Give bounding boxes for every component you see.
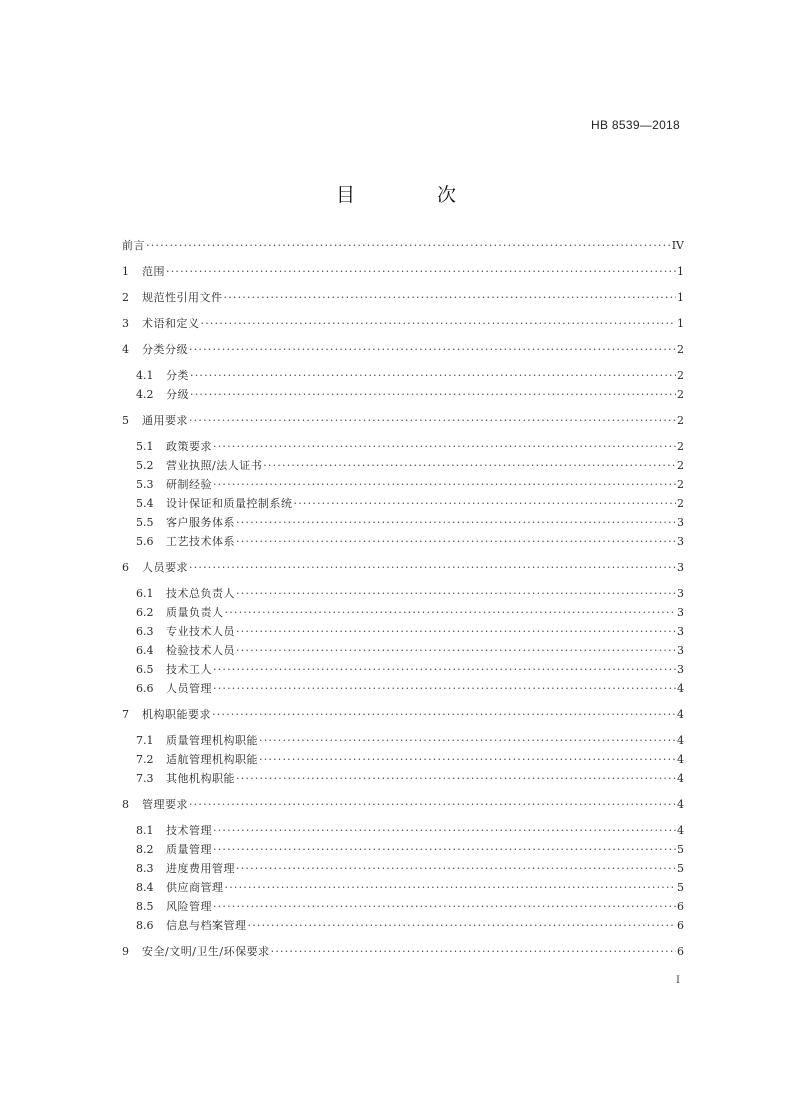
toc-entry-number: 5 xyxy=(122,414,129,427)
toc-entry[interactable] xyxy=(122,943,684,961)
toc-entry[interactable] xyxy=(136,642,684,660)
toc-entry-page: 2 xyxy=(677,440,684,453)
toc-dot-leader xyxy=(236,770,676,788)
toc-dot-leader xyxy=(213,841,676,859)
toc-entry-title: 营业执照/法人证书 xyxy=(166,459,263,472)
toc-dot-leader xyxy=(190,386,676,404)
toc-entry-title: 质量负责人 xyxy=(166,606,224,619)
toc-entry-title: 前言 xyxy=(122,239,145,252)
toc-entry-number: 5.1 xyxy=(136,440,154,453)
toc-entry-number: 8.5 xyxy=(136,900,154,913)
toc-entry-page: 2 xyxy=(677,414,684,427)
toc-entry-title: 研制经验 xyxy=(166,478,212,491)
toc-dot-leader xyxy=(189,559,676,577)
toc-entry-number: 6.2 xyxy=(136,606,154,619)
toc-entry-number: 8.1 xyxy=(136,824,154,837)
toc-dot-leader xyxy=(225,879,677,897)
toc-dot-leader xyxy=(236,623,676,641)
toc-entry[interactable] xyxy=(122,412,684,430)
toc-entry-title: 工艺技术体系 xyxy=(166,535,235,548)
toc-entry-title: 人员要求 xyxy=(142,561,188,574)
toc-entry[interactable] xyxy=(136,585,684,603)
toc-entry[interactable] xyxy=(122,796,684,814)
toc-entry-title: 信息与档案管理 xyxy=(166,919,247,932)
toc-dot-leader xyxy=(236,642,676,660)
toc-entry[interactable] xyxy=(136,732,684,750)
toc-entry-number: 6.3 xyxy=(136,625,154,638)
toc-entry-page: 6 xyxy=(677,919,684,932)
toc-entry-title: 技术总负责人 xyxy=(166,587,235,600)
toc-entry-page: 2 xyxy=(677,343,684,356)
toc-dot-leader xyxy=(189,341,676,359)
toc-dot-leader xyxy=(213,476,676,494)
toc-dot-leader xyxy=(166,263,676,281)
toc-entry-page: 5 xyxy=(677,843,684,856)
toc-entry[interactable] xyxy=(136,822,684,840)
toc-entry-number: 4.1 xyxy=(136,369,154,382)
toc-entry-title: 风险管理 xyxy=(166,900,212,913)
toc-entry-title: 设计保证和质量控制系统 xyxy=(166,497,293,510)
toc-dot-leader xyxy=(236,860,676,878)
toc-entry[interactable] xyxy=(122,315,684,333)
toc-dot-leader xyxy=(189,412,676,430)
toc-entry-number: 8 xyxy=(122,798,129,811)
toc-entry-number: 5.5 xyxy=(136,516,154,529)
toc-entry-title: 质量管理 xyxy=(166,843,212,856)
page-number: I xyxy=(676,975,680,986)
toc-entry-title: 通用要求 xyxy=(142,414,188,427)
toc-dot-leader xyxy=(263,457,676,475)
toc-entry-number: 6.5 xyxy=(136,663,154,676)
toc-entry[interactable] xyxy=(136,604,684,622)
toc-entry-page: 3 xyxy=(677,535,684,548)
toc-dot-leader xyxy=(189,796,676,814)
toc-entry[interactable] xyxy=(136,438,684,456)
toc-entry[interactable] xyxy=(136,751,684,769)
toc-entry-title: 适航管理机构职能 xyxy=(166,753,258,766)
toc-entry-title: 安全/文明/卫生/环保要求 xyxy=(142,945,270,958)
toc-entry[interactable] xyxy=(136,476,684,494)
toc-entry-page: 3 xyxy=(677,663,684,676)
toc-entry-title: 管理要求 xyxy=(142,798,188,811)
toc-entry-number: 8.3 xyxy=(136,862,154,875)
toc-entry-number: 5.2 xyxy=(136,459,154,472)
toc-entry-page: 3 xyxy=(677,587,684,600)
toc-dot-leader xyxy=(213,661,676,679)
toc-dot-leader xyxy=(259,732,676,750)
toc-entry[interactable] xyxy=(136,533,684,551)
toc-entry[interactable] xyxy=(136,841,684,859)
toc-entry-title: 其他机构职能 xyxy=(166,772,235,785)
toc-entry[interactable] xyxy=(136,917,684,935)
toc-dot-leader xyxy=(146,237,671,255)
toc-entry-title: 专业技术人员 xyxy=(166,625,235,638)
toc-entry-page: 3 xyxy=(677,516,684,529)
toc-entry[interactable] xyxy=(122,706,684,724)
toc-entry-title: 政策要求 xyxy=(166,440,212,453)
toc-entry[interactable] xyxy=(122,263,684,281)
toc-entry-page: 2 xyxy=(677,369,684,382)
toc-dot-leader xyxy=(248,917,677,935)
toc-entry[interactable] xyxy=(136,860,684,878)
toc-entry-page: 4 xyxy=(677,708,684,721)
toc-entry[interactable] xyxy=(136,770,684,788)
toc-entry-page: 3 xyxy=(677,625,684,638)
toc-entry-page: 4 xyxy=(677,753,684,766)
toc-dot-leader xyxy=(259,751,676,769)
toc-entry-page: 4 xyxy=(677,824,684,837)
toc-entry[interactable] xyxy=(136,623,684,641)
toc-entry-number: 8.4 xyxy=(136,881,154,894)
toc-dot-leader xyxy=(190,367,676,385)
toc-entry-number: 8.2 xyxy=(136,843,154,856)
toc-entry-page: 4 xyxy=(677,798,684,811)
toc-entry-title: 分类分级 xyxy=(142,343,188,356)
toc-entry[interactable] xyxy=(136,661,684,679)
toc-entry-title: 技术管理 xyxy=(166,824,212,837)
toc-entry-number: 1 xyxy=(122,265,129,278)
toc-entry-page: 2 xyxy=(677,497,684,510)
toc-entry-title: 技术工人 xyxy=(166,663,212,676)
toc-entry[interactable] xyxy=(122,237,684,255)
toc-entry-title: 检验技术人员 xyxy=(166,644,235,657)
toc-entry-title: 进度费用管理 xyxy=(166,862,235,875)
toc-entry-page: 5 xyxy=(677,862,684,875)
toc-entry-number: 5.4 xyxy=(136,497,154,510)
toc-entry[interactable] xyxy=(136,367,684,385)
toc-dot-leader xyxy=(236,533,676,551)
page-title: 目 次 xyxy=(335,184,495,206)
toc-entry-number: 7.1 xyxy=(136,734,154,747)
toc-entry-page: 1 xyxy=(677,291,684,304)
toc-entry-page: IV xyxy=(671,239,684,252)
toc-entry-page: 2 xyxy=(677,478,684,491)
toc-entry[interactable] xyxy=(122,559,684,577)
toc-entry-page: 4 xyxy=(677,682,684,695)
toc-entry-title: 质量管理机构职能 xyxy=(166,734,258,747)
toc-entry-number: 3 xyxy=(122,317,129,330)
toc-entry-page: 3 xyxy=(677,561,684,574)
toc-dot-leader xyxy=(224,289,677,307)
toc-entry[interactable] xyxy=(136,879,684,897)
toc-entry-number: 6 xyxy=(122,561,129,574)
toc-entry-number: 7.2 xyxy=(136,753,154,766)
toc-entry-number: 8.6 xyxy=(136,919,154,932)
toc-entry-number: 6.4 xyxy=(136,644,154,657)
toc-entry-page: 6 xyxy=(677,900,684,913)
toc-entry-title: 客户服务体系 xyxy=(166,516,235,529)
toc-entry-page: 2 xyxy=(677,388,684,401)
toc-entry-number: 5.6 xyxy=(136,535,154,548)
toc-entry-title: 供应商管理 xyxy=(166,881,224,894)
toc-entry-title: 机构职能要求 xyxy=(142,708,211,721)
toc-entry-title: 范围 xyxy=(142,265,165,278)
toc-entry[interactable] xyxy=(136,457,684,475)
toc-entry-number: 6.1 xyxy=(136,587,154,600)
toc-entry[interactable] xyxy=(136,386,684,404)
toc-entry[interactable] xyxy=(122,341,684,359)
toc-entry-number: 4.2 xyxy=(136,388,154,401)
toc-dot-leader xyxy=(213,898,676,916)
toc-entry-page: 1 xyxy=(677,317,684,330)
toc-dot-leader xyxy=(213,438,676,456)
toc-entry-number: 9 xyxy=(122,945,129,958)
toc-entry-number: 7.3 xyxy=(136,772,154,785)
toc-entry-page: 1 xyxy=(677,265,684,278)
toc-entry-page: 5 xyxy=(677,881,684,894)
toc-entry-number: 4 xyxy=(122,343,129,356)
document-code: HB 8539—2018 xyxy=(591,118,680,132)
toc-entry-page: 4 xyxy=(677,772,684,785)
toc-entry[interactable] xyxy=(136,514,684,532)
toc-entry-page: 3 xyxy=(677,644,684,657)
toc-dot-leader xyxy=(294,495,677,513)
toc-entry-number: 6.6 xyxy=(136,682,154,695)
toc-dot-leader xyxy=(212,706,676,724)
toc-dot-leader xyxy=(213,680,676,698)
toc-entry-page: 3 xyxy=(677,606,684,619)
toc-entry-page: 4 xyxy=(677,734,684,747)
toc-dot-leader xyxy=(201,315,677,333)
toc-dot-leader xyxy=(271,943,676,961)
toc-entry-number: 2 xyxy=(122,291,129,304)
toc-entry[interactable] xyxy=(122,289,684,307)
toc-dot-leader xyxy=(225,604,677,622)
toc-entry-number: 5.3 xyxy=(136,478,154,491)
toc-entry-page: 2 xyxy=(677,459,684,472)
toc-dot-leader xyxy=(236,514,676,532)
toc-entry-page: 6 xyxy=(677,945,684,958)
toc-entry-title: 人员管理 xyxy=(166,682,212,695)
toc-dot-leader xyxy=(213,822,676,840)
toc-dot-leader xyxy=(236,585,676,603)
toc-entry-title: 术语和定义 xyxy=(142,317,200,330)
toc-entry-number: 7 xyxy=(122,708,129,721)
toc-entry-title: 规范性引用文件 xyxy=(142,291,223,304)
toc-entry[interactable] xyxy=(136,898,684,916)
toc-entry[interactable] xyxy=(136,680,684,698)
toc-entry-title: 分类 xyxy=(166,369,189,382)
toc-entry[interactable] xyxy=(136,495,684,513)
toc-entry-title: 分级 xyxy=(166,388,189,401)
